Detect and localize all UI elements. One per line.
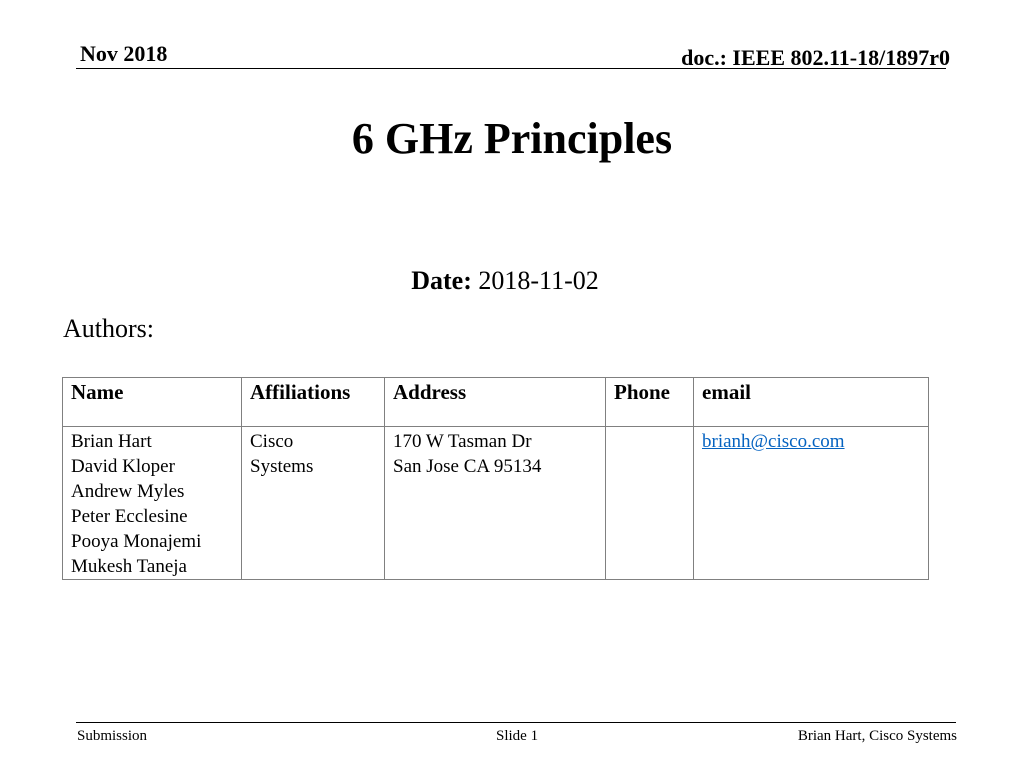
author-name: Brian Hart (71, 431, 152, 452)
column-header-name: Name (63, 378, 242, 427)
header-divider (76, 68, 946, 69)
address-line: 170 W Tasman Dr (393, 431, 532, 452)
slide-title: 6 GHz Principles (351, 114, 673, 163)
cell-affiliation (242, 427, 385, 580)
column-header-email: email (694, 378, 929, 427)
cell-address (385, 427, 606, 580)
author-name: Peter Ecclesine (71, 506, 188, 527)
author-name: David Kloper (71, 456, 175, 477)
footer-divider (76, 722, 956, 723)
date-label: Date: (411, 266, 472, 295)
affiliation-line: Cisco (250, 431, 294, 452)
column-header-address: Address (385, 378, 606, 427)
footer-submission: Submission (77, 728, 148, 744)
author-name: Pooya Monajemi (71, 531, 202, 552)
footer-author: Brian Hart, Cisco Systems (797, 728, 957, 744)
table-row (63, 427, 929, 580)
column-header-affiliations: Affiliations (242, 378, 385, 427)
author-name: Mukesh Taneja (71, 556, 187, 577)
footer-slide-number: Slide 1 (496, 728, 539, 744)
authors-table (62, 377, 929, 580)
affiliation-line: Systems (250, 456, 314, 477)
author-name: Andrew Myles (71, 481, 185, 502)
authors-label: Authors: (63, 314, 154, 343)
header-date: Nov 2018 (80, 41, 168, 66)
address-line: San Jose CA 95134 (393, 456, 542, 477)
header-doc-id: doc.: IEEE 802.11-18/1897r0 (681, 45, 950, 70)
cell-phone (606, 427, 694, 580)
table-header-row (63, 378, 929, 427)
email-link[interactable]: brianh@cisco.com (702, 431, 845, 452)
column-header-phone: Phone (606, 378, 694, 427)
cell-names (63, 427, 242, 580)
date-value: 2018-11-02 (478, 266, 599, 295)
cell-email (694, 427, 929, 580)
date-line (0, 266, 1010, 296)
